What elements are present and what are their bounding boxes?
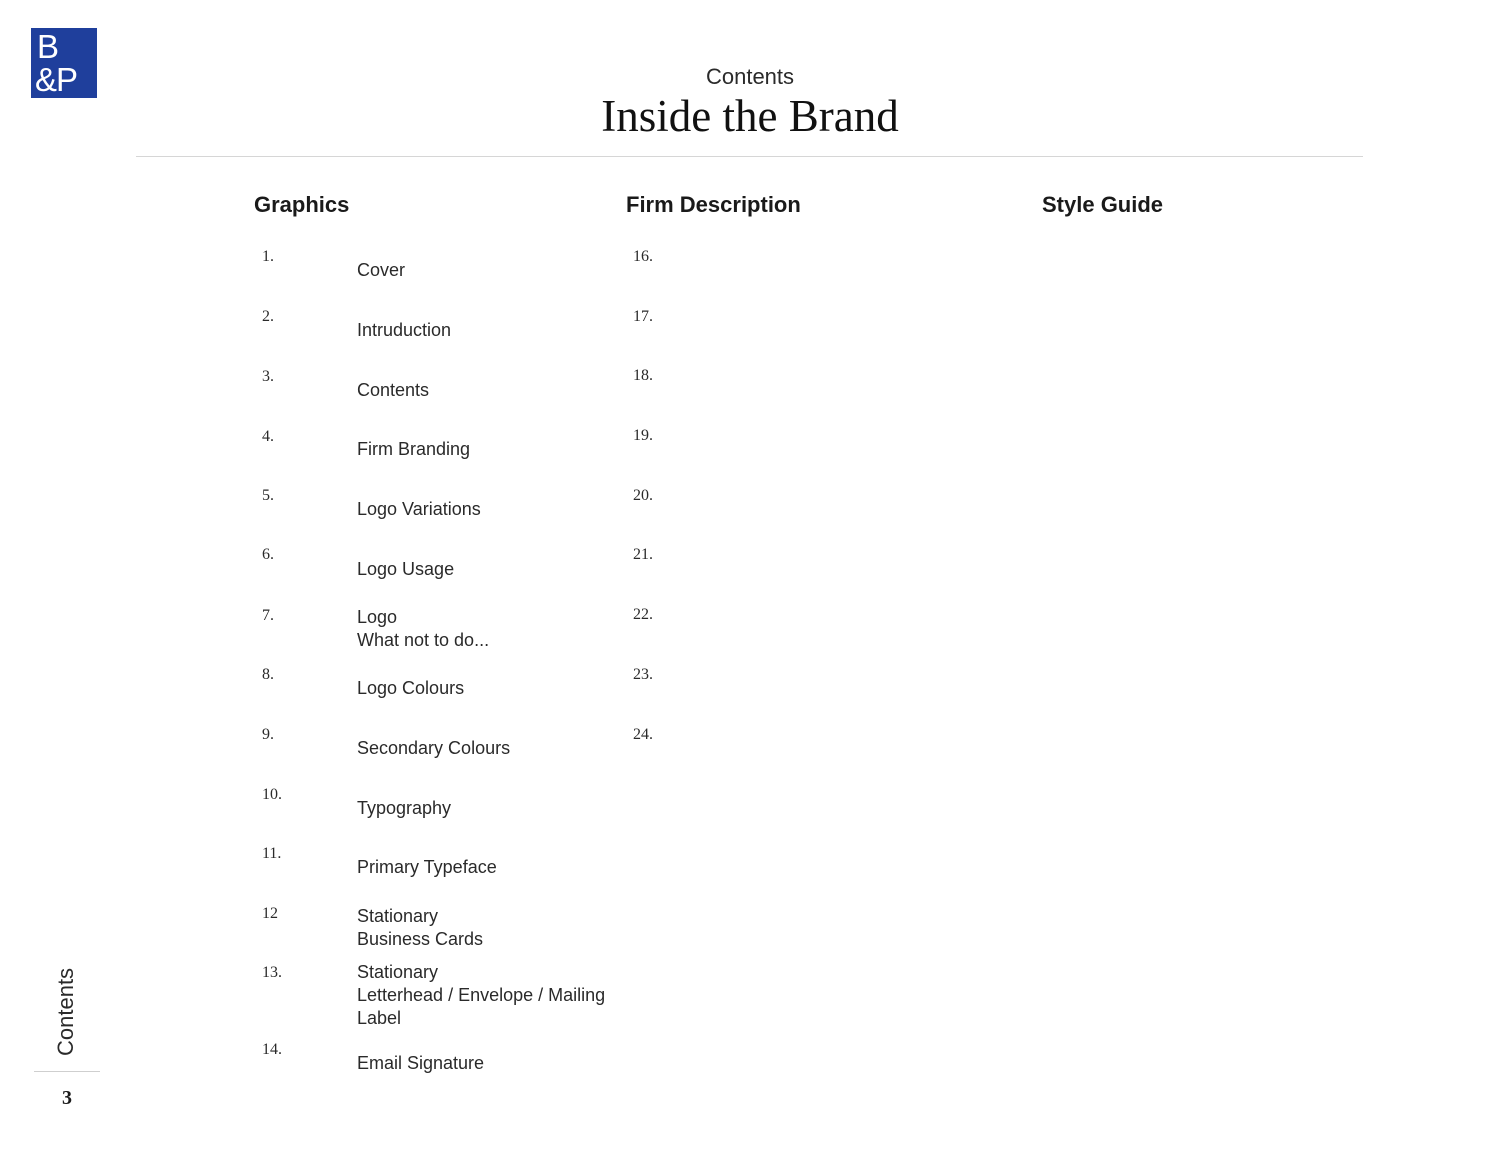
- list-item-number: 14.: [262, 1041, 282, 1058]
- page-number: 3: [62, 1087, 72, 1109]
- list-item-label: Primary Typeface: [357, 857, 497, 877]
- list-item-number: 13.: [262, 964, 282, 981]
- list-item-number: 3.: [262, 368, 274, 385]
- sidebar-section-label: Contents: [53, 967, 78, 1056]
- list-item-number: 6.: [262, 546, 274, 563]
- list-item-label: Logo Usage: [357, 559, 455, 579]
- list-item-label: Label: [357, 1008, 402, 1028]
- list-item-number: 19.: [633, 427, 653, 444]
- list-item-number: 11.: [262, 845, 282, 862]
- list-item-number: 17.: [633, 308, 653, 325]
- list-item-number: 1.: [262, 248, 274, 265]
- list-item-label: Logo Colours: [357, 678, 465, 698]
- column-heading-graphics: Graphics: [254, 192, 350, 217]
- sidebar-divider: [34, 1071, 100, 1072]
- list-item-number: 12: [262, 905, 278, 922]
- logo-line-2: &P: [35, 61, 78, 98]
- list-item-number: 20.: [633, 487, 653, 504]
- list-item-number: 24.: [633, 726, 653, 743]
- list-item-label: What not to do...: [357, 630, 490, 650]
- list-item-number: 8.: [262, 666, 274, 683]
- list-item-label: Intruduction: [357, 320, 452, 340]
- list-item-number: 18.: [633, 367, 653, 384]
- list-item-label: Email Signature: [357, 1053, 485, 1073]
- list-item-number: 5.: [262, 487, 274, 504]
- list-item-number: 2.: [262, 308, 274, 325]
- list-item-label: Logo: [357, 607, 398, 627]
- list-item-label: Logo Variations: [357, 499, 481, 519]
- list-item-label: Business Cards: [357, 929, 484, 949]
- list-item-label: Typography: [357, 798, 452, 818]
- column-heading-firm-description: Firm Description: [626, 192, 801, 217]
- page-title: Inside the Brand: [601, 91, 899, 141]
- list-item-label: Cover: [357, 260, 406, 280]
- list-item-label: Letterhead / Envelope / Mailing: [357, 985, 606, 1005]
- list-item-number: 7.: [262, 607, 274, 624]
- list-item-number: 16.: [633, 248, 653, 265]
- header-divider: [136, 156, 1363, 157]
- list-item-number: 9.: [262, 726, 274, 743]
- section-kicker: Contents: [705, 64, 795, 89]
- list-item-number: 21.: [633, 546, 653, 563]
- list-item-number: 22.: [633, 606, 653, 623]
- column-heading-style-guide: Style Guide: [1042, 192, 1164, 217]
- list-item-label: Stationary: [357, 962, 439, 982]
- list-item-label: Stationary: [357, 906, 439, 926]
- list-item-number: 10.: [262, 786, 282, 803]
- list-item-label: Contents: [357, 380, 430, 400]
- list-item-number: 23.: [633, 666, 653, 683]
- list-item-label: Secondary Colours: [357, 738, 511, 758]
- list-item-number: 4.: [262, 428, 274, 445]
- logo-line-1: B: [37, 28, 59, 65]
- list-item-label: Firm Branding: [357, 439, 471, 459]
